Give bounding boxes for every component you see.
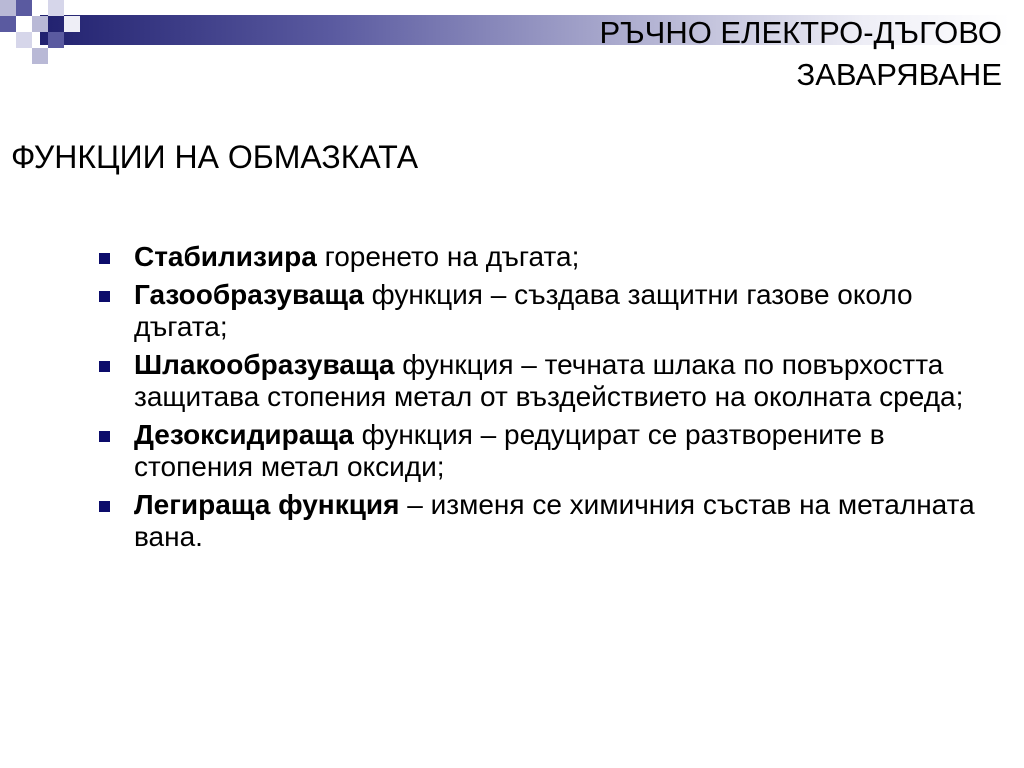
bullet-term: Шлакообразуваща (134, 349, 395, 380)
deco-square (16, 32, 32, 48)
header-title (442, 12, 1002, 96)
deco-square (64, 16, 80, 32)
bullet-term: Легираща функция (134, 489, 400, 520)
square-bullet-icon (99, 431, 110, 442)
bullet-list (96, 241, 976, 559)
list-item (96, 279, 976, 343)
bullet-text: функция – създава защитни газове около дъгата; (134, 279, 913, 342)
square-bullet-icon (99, 501, 110, 512)
list-item (96, 349, 976, 413)
slide-heading: ФУНКЦИИ НА ОБМАЗКАТА (11, 139, 419, 175)
bullet-text: функция – редуцират се разтворените в стопения метал оксиди; (134, 419, 885, 482)
deco-square (0, 16, 16, 32)
deco-square (16, 0, 32, 16)
deco-square (0, 0, 16, 16)
list-item (96, 241, 976, 273)
bullet-term: Стабилизира (134, 241, 317, 272)
deco-square (32, 48, 48, 64)
bullet-term: Газообразуваща (134, 279, 364, 310)
bullet-text: горенето на дъгата; (316, 241, 580, 272)
header-title-line-2: ЗАВАРЯВАНЕ (796, 57, 1002, 92)
square-bullet-icon (99, 291, 110, 302)
deco-square (48, 0, 64, 16)
list-item (96, 419, 976, 483)
list-item (96, 489, 976, 553)
bullet-text: функция – течната шлака по повърхостта защитава стопения метал от въздействието на околната среда; (134, 349, 964, 412)
decorative-squares (0, 0, 80, 64)
deco-square (32, 16, 48, 32)
header-title-line-1: РЪЧНО ЕЛЕКТРО-ДЪГОВО (599, 15, 1002, 50)
bullet-term: Дезоксидираща (134, 419, 354, 450)
square-bullet-icon (99, 253, 110, 264)
deco-square (48, 32, 64, 48)
square-bullet-icon (99, 361, 110, 372)
bullet-text: – изменя се химичния състав на металната вана. (134, 489, 975, 552)
